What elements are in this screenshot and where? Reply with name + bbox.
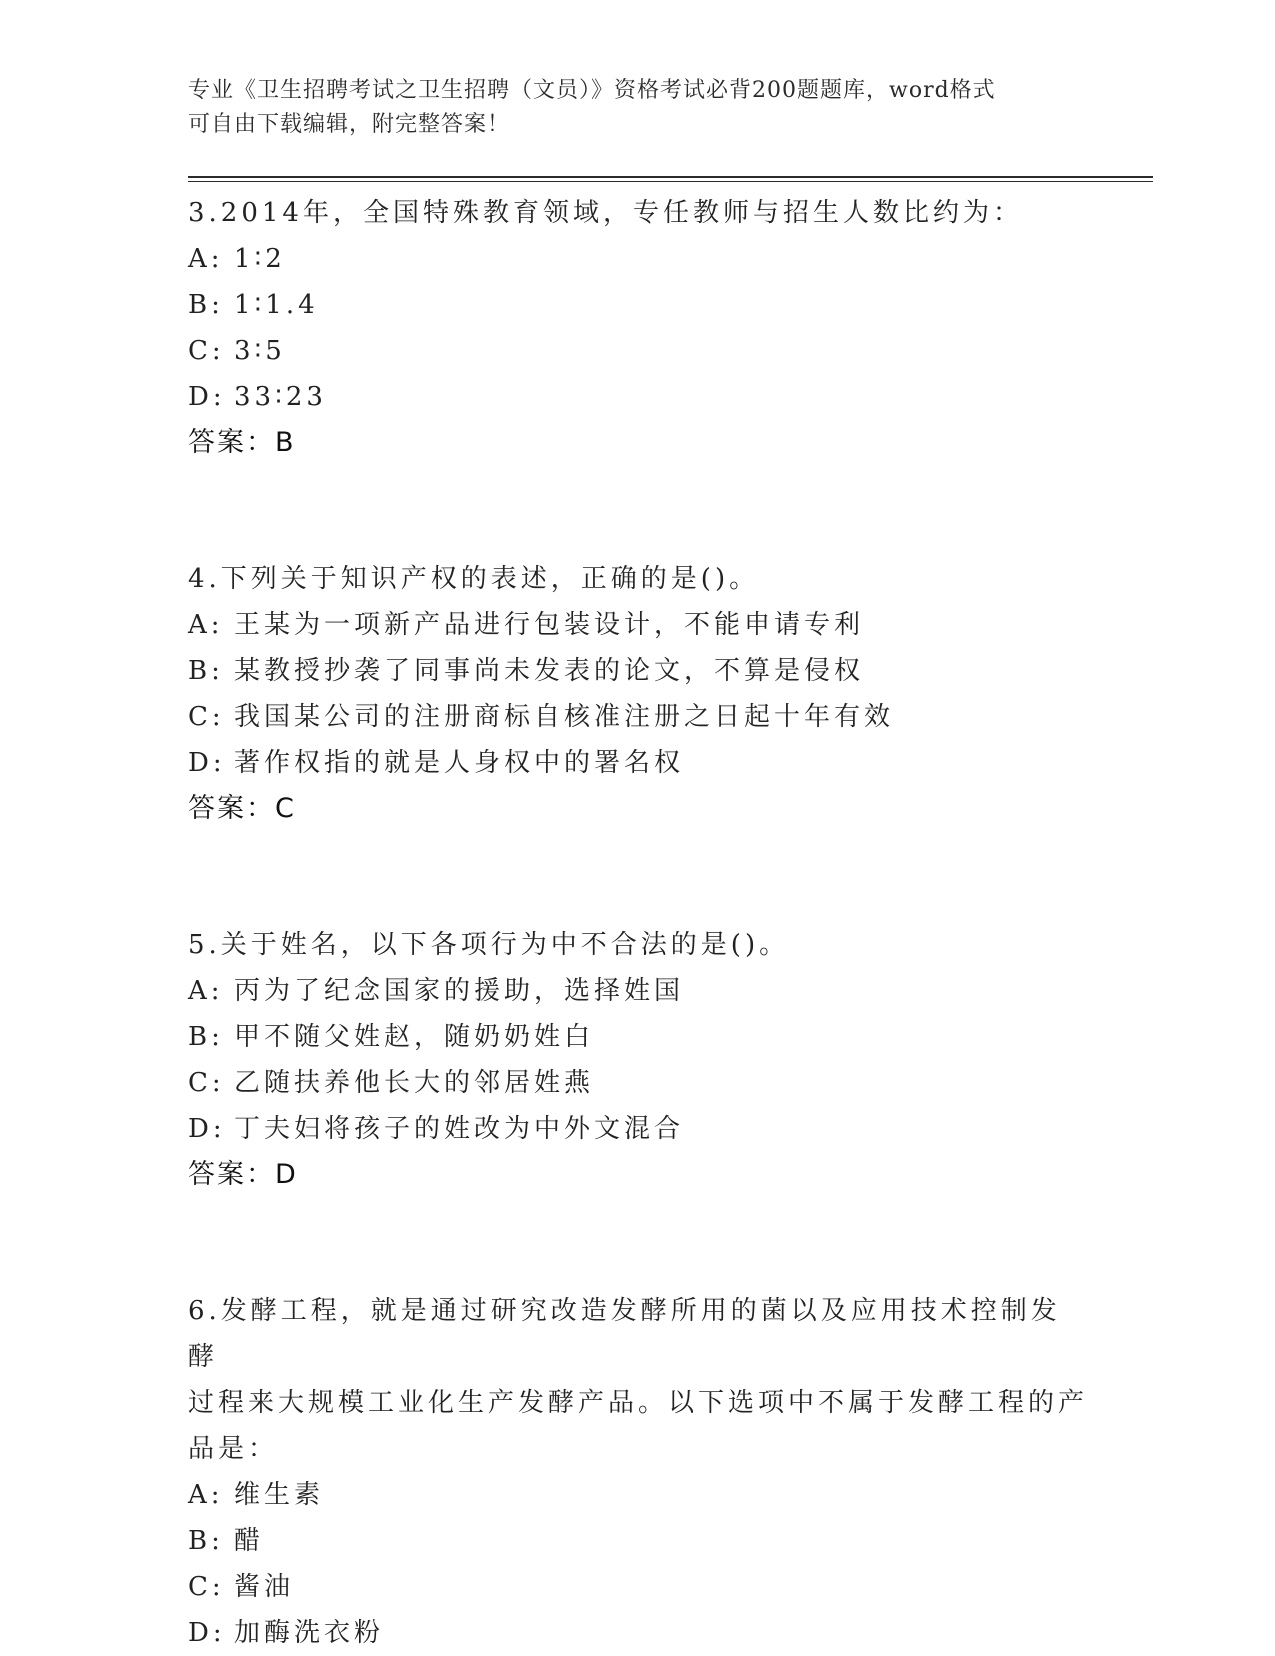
option-letter: A: xyxy=(188,610,224,640)
option-d xyxy=(188,740,1088,786)
option-letter: B: xyxy=(188,656,224,686)
option-text: 醋 xyxy=(234,1526,265,1556)
option-c xyxy=(188,694,1088,740)
question-3 xyxy=(188,190,1088,466)
spacer xyxy=(188,1198,1088,1288)
option-a xyxy=(188,1472,1088,1518)
option-letter: C: xyxy=(188,702,225,732)
option-letter: B: xyxy=(188,290,224,320)
option-b xyxy=(188,1518,1088,1564)
option-text: 酱油 xyxy=(234,1572,295,1602)
question-6 xyxy=(188,1288,1088,1656)
option-letter: A: xyxy=(188,244,224,274)
option-letter: C: xyxy=(188,1068,225,1098)
option-text: 丙为了纪念国家的援助，选择姓国 xyxy=(234,976,685,1006)
question-4 xyxy=(188,556,1088,832)
spacer xyxy=(188,466,1088,556)
answer-line: 答案：C xyxy=(188,793,296,824)
option-c xyxy=(188,1564,1088,1610)
option-text: 甲不随父姓赵，随奶奶姓白 xyxy=(234,1022,595,1052)
option-text: 维生素 xyxy=(234,1480,325,1510)
question-text-line-1: 6.发酵工程，就是通过研究改造发酵所用的菌以及应用技术控制发酵 xyxy=(188,1296,1061,1372)
option-letter: C: xyxy=(188,1572,225,1602)
option-letter: B: xyxy=(188,1526,224,1556)
option-text: 加酶洗衣粉 xyxy=(234,1618,385,1648)
question-5 xyxy=(188,922,1088,1198)
question-text-line-3: 品是： xyxy=(188,1434,279,1464)
option-a xyxy=(188,602,1088,648)
question-text-line-2: 过程来大规模工业化生产发酵产品。以下选项中不属于发酵工程的产 xyxy=(188,1388,1089,1418)
option-d xyxy=(188,374,1088,420)
option-letter: D: xyxy=(188,748,226,778)
question-text: 4.下列关于知识产权的表述，正确的是()。 xyxy=(188,564,760,594)
option-d xyxy=(188,1106,1088,1152)
header-line-1: 专业《卫生招聘考试之卫生招聘（文员）》资格考试必背200题题库，word格式 xyxy=(188,78,996,103)
option-d xyxy=(188,1610,1088,1656)
document-header xyxy=(188,74,1088,142)
answer-line: 答案：D xyxy=(188,1159,298,1190)
option-b xyxy=(188,648,1088,694)
question-list xyxy=(188,190,1088,1656)
header-line-2: 可自由下载编辑，附完整答案！ xyxy=(188,112,511,137)
option-letter: B: xyxy=(188,1022,224,1052)
option-text: 1∶1.4 xyxy=(234,290,319,320)
header-divider-thin xyxy=(188,181,1153,182)
question-text: 5.关于姓名，以下各项行为中不合法的是()。 xyxy=(188,930,790,960)
option-c xyxy=(188,328,1088,374)
option-text: 丁夫妇将孩子的姓改为中外文混合 xyxy=(234,1114,685,1144)
option-text: 乙随扶养他长大的邻居姓燕 xyxy=(234,1068,595,1098)
option-letter: D: xyxy=(188,382,226,412)
question-text: 3.2014年，全国特殊教育领域，专任教师与招生人数比约为： xyxy=(188,198,1023,228)
spacer xyxy=(188,832,1088,922)
option-letter: D: xyxy=(188,1618,226,1648)
option-text: 3∶5 xyxy=(234,336,286,366)
option-letter: C: xyxy=(188,336,225,366)
option-text: 33∶23 xyxy=(234,382,327,412)
option-text: 1∶2 xyxy=(234,244,286,274)
option-a xyxy=(188,968,1088,1014)
option-text: 我国某公司的注册商标自核准注册之日起十年有效 xyxy=(234,702,895,732)
option-text: 著作权指的就是人身权中的署名权 xyxy=(234,748,685,778)
answer-line: 答案：B xyxy=(188,427,296,458)
option-b xyxy=(188,282,1088,328)
header-divider-thick xyxy=(188,176,1153,178)
option-letter: A: xyxy=(188,976,224,1006)
option-text: 某教授抄袭了同事尚未发表的论文，不算是侵权 xyxy=(234,656,865,686)
option-b xyxy=(188,1014,1088,1060)
option-letter: D: xyxy=(188,1114,226,1144)
option-letter: A: xyxy=(188,1480,224,1510)
option-c xyxy=(188,1060,1088,1106)
option-a xyxy=(188,236,1088,282)
option-text: 王某为一项新产品进行包装设计，不能申请专利 xyxy=(234,610,865,640)
